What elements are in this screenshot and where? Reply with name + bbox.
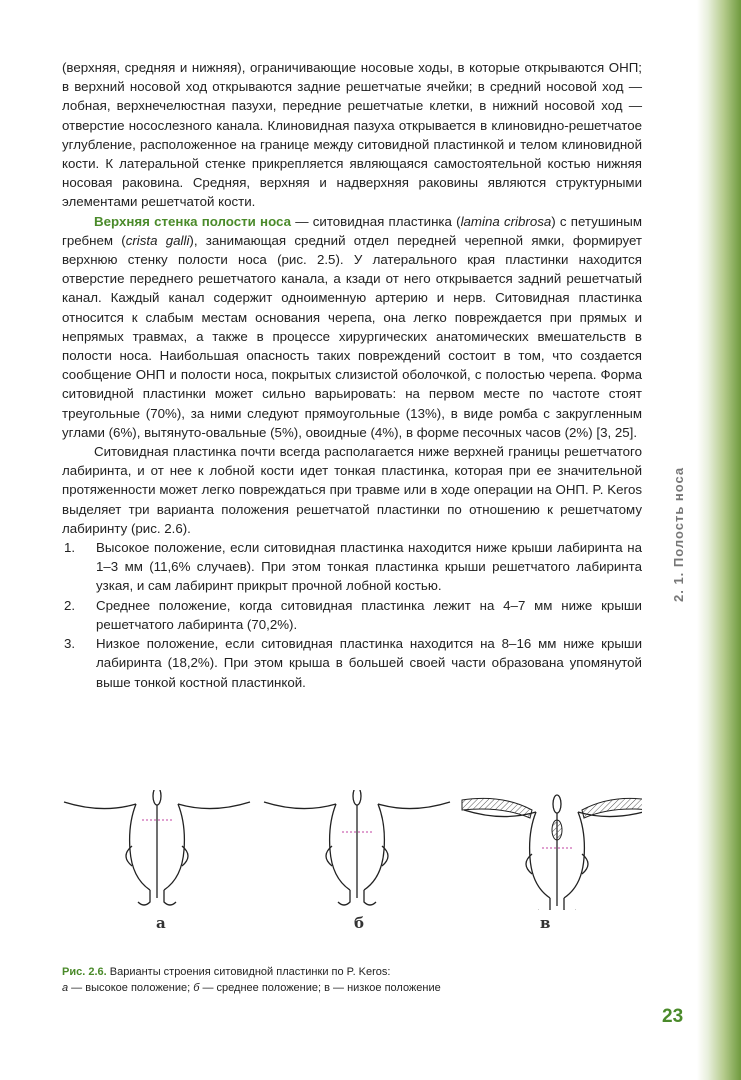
list-item [62, 634, 642, 692]
list-number: 1. [64, 540, 76, 556]
section-label: 2. 1. Полость носа [671, 466, 686, 602]
list-number: 2. [64, 597, 76, 613]
p2-part-b: ) с петушиным гребнем ( [62, 213, 642, 248]
caption-title: Варианты строения ситовидной пластинки по P. Keros: [106, 966, 391, 978]
list-text: Среднее положение, когда ситовидная пластинка лежит на 4–7 мм ниже крыши решетчатого лабиринта (70,2%). [96, 597, 642, 632]
caption-a-text: — высокое положение; [68, 982, 194, 994]
list-text: Низкое положение, если ситовидная пластинка находится на 8–16 мм ниже крыши лабиринта (18,2%). При этом крыша в большей своей части образована упомянутой выше тонкой костной пластинкой. [96, 636, 642, 690]
chapter-sidebar [697, 0, 741, 1080]
latin-term-1: lamina cribrosa [460, 213, 552, 229]
list-item [62, 538, 642, 596]
keros-diagram [62, 790, 642, 910]
paragraph-3: Ситовидная пластинка почти всегда располагается ниже верхней границы решетчатого лабиринта, и от нее к лобной кости идет тонкая пластинка, которая при ее значительной протяженности может легко повреждаться при травме или в ходе операции на ОНП. P. Keros выделяет три варианта положения решетчатой пластинки по отношению к решетчатому лабиринту (рис. 2.6). [62, 444, 642, 536]
p2-part-a: — ситовидная пластинка ( [291, 213, 461, 229]
list-text: Высокое положение, если ситовидная пластинка находится ниже крыши лабиринта на 1–3 мм (11,6% случаев). При этом тонкая пластинка крыши решетчатого лабиринта узкая, и сам лабиринт прикрыт прочной лобной костью. [96, 540, 642, 594]
variant-b-drawing [264, 790, 450, 905]
figure-letter-a: а [156, 914, 166, 932]
page-number: 23 [662, 1006, 684, 1027]
list-item [62, 596, 642, 634]
list-number: 3. [64, 636, 76, 652]
caption-b-text: — среднее положение; в — низкое положение [199, 982, 441, 994]
figure-letter-c: в [540, 914, 551, 932]
caption-label: Рис. 2.6. [62, 966, 107, 978]
paragraph-2 [62, 212, 642, 442]
term-upper-wall: Верхняя стенка полости носа [94, 213, 291, 229]
p2-part-c: ), занимающая средний отдел передней черепной ямки, формирует верхнюю стенку полости носа (рис. 2.5). У латерального края пластинки находится отверстие переднего решетчатого канала, а кзади от него открывается задний решетчатый канал. Каждый канал содержит одноименную артерию и нерв. Ситовидная пластинка относится к слабым местам основания черепа, она легко повреждается при прямых и непрямых травмах, а также в процессе хирургических анатомических вмешательств в полости носа. Наибольшая опасность таких повреждений состоит в том, что создается сообщение ОНП и полости носа, покрытых слизистой оболочкой, с полостью черепа. Форма ситовидной пластинки может сильно варьировать: на первом месте по частоте стоят треугольные (70%), за ними следуют прямоугольные (13%), в виде ромба с закругленным углами (6%), вытянуто-овальные (5%), овоидные (4%), в форме песочных часов (2%) [3, 25]. [62, 232, 642, 440]
caption-b-letter: б [193, 982, 200, 994]
variant-c-drawing [462, 795, 642, 910]
caption-a-letter: а [62, 982, 69, 994]
latin-term-2: crista galli [125, 232, 190, 248]
body-text [62, 58, 642, 692]
figure-2-6 [62, 790, 642, 940]
keros-list [62, 538, 642, 692]
figure-letter-b: б [354, 914, 365, 932]
paragraph-1: (верхняя, средняя и нижняя), ограничивающие носовые ходы, в которые открываются ОНП; в верхний носовой ход открываются задние решетчатые ячейки; в средний носовой ход — лобная, верхнечелюстная пазухи, передние решетчатые клетки, в нижний носовой ход — отверстие носослезного канала. Клиновидная пазуха открывается в клиновидно-решетчатое углубление, расположенное на границе между ситовидной пластинкой и телом клиновидной кости. К латеральной стенке прикрепляется являющаяся самостоятельной костью нижняя носовая раковина. Средняя, верхняя и надверхняя раковины являются структурными элементами решетчатой кости. [62, 60, 642, 210]
variant-a-drawing [64, 790, 250, 905]
figure-caption [62, 964, 642, 996]
